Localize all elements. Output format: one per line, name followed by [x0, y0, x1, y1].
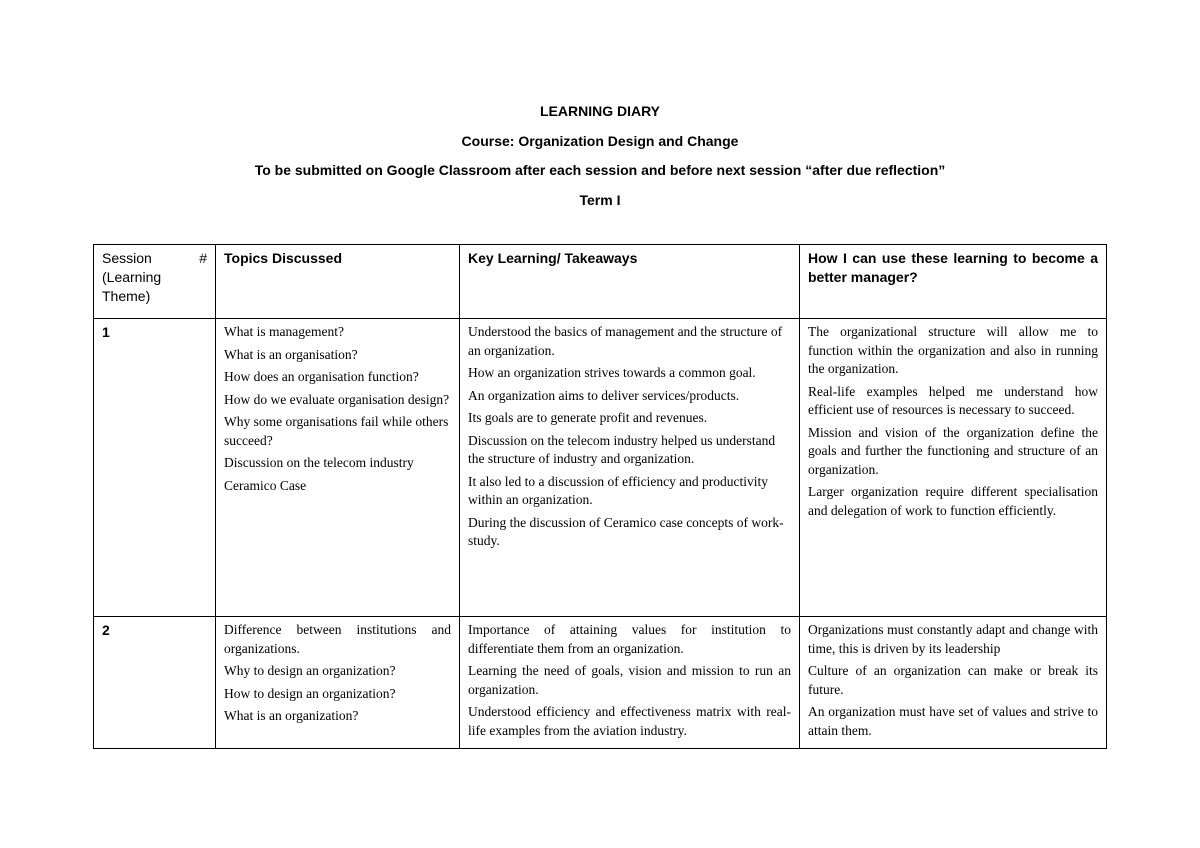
list-item: Culture of an organization can make or break its future.: [808, 663, 1098, 697]
application-cell: [800, 617, 1107, 749]
header-topics: Topics Discussed: [216, 245, 460, 319]
session-number: 1: [102, 324, 110, 340]
list-item: Importance of attaining values for institution to differentiate them from an organization.: [468, 622, 791, 656]
learning-diary-table: [93, 244, 1107, 749]
session-number: 2: [102, 622, 110, 638]
course-name: Course: Organization Design and Change: [461, 133, 739, 149]
list-item: Real-life examples helped me understand how efficient use of resources is necessary to succeed.: [808, 383, 1098, 417]
list-item: Understood the basics of management and the structure of an organization.: [468, 324, 783, 358]
header-session-label: Session: [102, 250, 152, 266]
list-item: How to design an organization?: [224, 685, 396, 701]
list-item: Discussion on the telecom industry helped us understand the structure of industry and organization.: [468, 432, 776, 466]
list-item: An organization must have set of values and strive to attain them.: [808, 704, 1098, 738]
list-item: Learning the need of goals, vision and mission to run an organization.: [468, 663, 791, 697]
list-item: Why some organisations fail while others succeed?: [224, 414, 449, 448]
list-item: Organizations must constantly adapt and change with time, this is driven by its leadership: [808, 622, 1098, 656]
list-item: Ceramico Case: [224, 477, 307, 493]
list-item: How does an organisation function?: [224, 369, 419, 384]
table-row: [94, 319, 1107, 617]
header-application: How I can use these learning to become a better manager?: [800, 245, 1107, 319]
list-item: What is an organization?: [224, 708, 359, 723]
submission-note: To be submitted on Google Classroom after each session and before next session “after due reflection”: [254, 162, 946, 178]
document-title: LEARNING DIARY: [539, 103, 661, 119]
header-takeaways: Key Learning/ Takeaways: [460, 245, 800, 319]
session-number-cell: [94, 617, 216, 749]
list-item: What is management?: [224, 324, 344, 339]
list-item: How do we evaluate organisation design?: [224, 391, 450, 407]
list-item: An organization aims to deliver services/products.: [468, 387, 740, 403]
list-item: The organizational structure will allow me to function within the organization and also in running the organization.: [808, 324, 1098, 376]
list-item: How an organization strives towards a common goal.: [468, 365, 756, 380]
list-item: What is an organisation?: [224, 346, 358, 362]
takeaways-cell: [460, 617, 800, 749]
application-cell: [800, 319, 1107, 617]
table-header-row: [94, 245, 1107, 319]
header-session: [94, 245, 216, 319]
table-row: [94, 617, 1107, 749]
list-item: Why to design an organization?: [224, 663, 396, 678]
takeaways-cell: [460, 319, 800, 617]
list-item: Mission and vision of the organization define the goals and further the functioning and structure of an organization.: [808, 424, 1098, 477]
topics-cell: [216, 319, 460, 617]
term-label: Term I: [579, 192, 621, 208]
list-item: Difference between institutions and organizations.: [224, 622, 451, 656]
list-item: Its goals are to generate profit and revenues.: [468, 410, 708, 425]
header-session-hash: #: [199, 250, 207, 266]
topics-cell: [216, 617, 460, 749]
list-item: Discussion on the telecom industry: [224, 455, 414, 470]
list-item: Understood efficiency and effectiveness matrix with real-life examples from the aviation industry.: [468, 704, 791, 738]
list-item: During the discussion of Ceramico case concepts of work-study.: [468, 514, 784, 548]
list-item: Larger organization require different specialisation and delegation of work to function efficiently.: [808, 484, 1098, 518]
header-session-theme: (Learning Theme): [102, 269, 162, 304]
list-item: It also led to a discussion of efficiency and productivity within an organization.: [468, 473, 769, 507]
session-number-cell: [94, 319, 216, 617]
